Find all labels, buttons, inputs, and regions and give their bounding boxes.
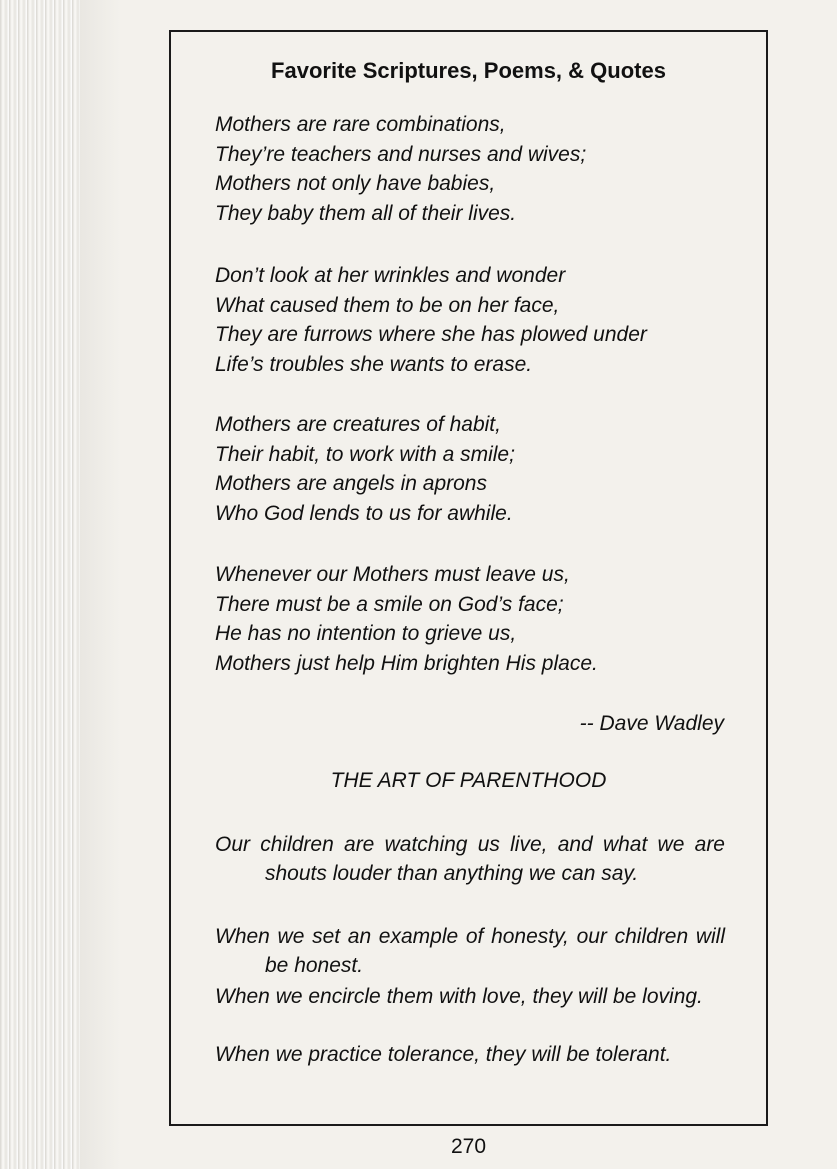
page-gutter-shadow — [80, 0, 120, 1169]
poem-stanza-2 — [215, 261, 647, 379]
poem-line: Who God lends to us for awhile. — [215, 501, 513, 525]
poem-line: Life’s troubles she wants to erase. — [215, 352, 533, 376]
poem-line: Whenever our Mothers must leave us, — [215, 563, 570, 586]
poem-line: They baby them all of their lives. — [215, 201, 517, 225]
poem-line: Mothers are rare combinations, — [215, 113, 506, 136]
poem-line: They are furrows where she has plowed under — [215, 323, 647, 346]
poem-attribution: -- Dave Wadley — [579, 712, 724, 735]
section-title: THE ART OF PARENTHOOD — [330, 769, 607, 792]
page-heading: Favorite Scriptures, Poems, & Quotes — [271, 58, 666, 83]
poem-stanza-3 — [215, 410, 515, 528]
poem-line: Mothers not only have babies, — [215, 172, 496, 195]
poem-line: Mothers just help Him brighten His place. — [215, 651, 598, 675]
poem-line: Don’t look at her wrinkles and wonder — [215, 264, 566, 287]
poem-stanza-4 — [215, 560, 598, 678]
poem-line: He has no intention to grieve us, — [215, 622, 517, 645]
poem-line: There must be a smile on God’s face; — [215, 592, 564, 616]
page-number: 270 — [450, 1135, 487, 1158]
poem-stanza-1 — [215, 110, 586, 228]
poem-line: Mothers are angels in aprons — [215, 472, 487, 495]
poem-line: They’re teachers and nurses and wives; — [215, 142, 587, 166]
book-page-edges — [0, 0, 80, 1169]
poem-line: Mothers are creatures of habit, — [215, 413, 501, 436]
parenthood-paragraph: When we set an example of honesty, our children will be honest. — [215, 925, 725, 977]
parenthood-paragraph: Our children are watching us live, and what we are shouts louder than anything we can say. — [215, 833, 725, 885]
poem-line: Their habit, to work with a smile; — [215, 442, 515, 466]
poem-line: What caused them to be on her face, — [215, 293, 560, 317]
parenthood-paragraph: When we encircle them with love, they will be loving. — [215, 985, 703, 1008]
parenthood-paragraph: When we practice tolerance, they will be tolerant. — [215, 1043, 672, 1066]
